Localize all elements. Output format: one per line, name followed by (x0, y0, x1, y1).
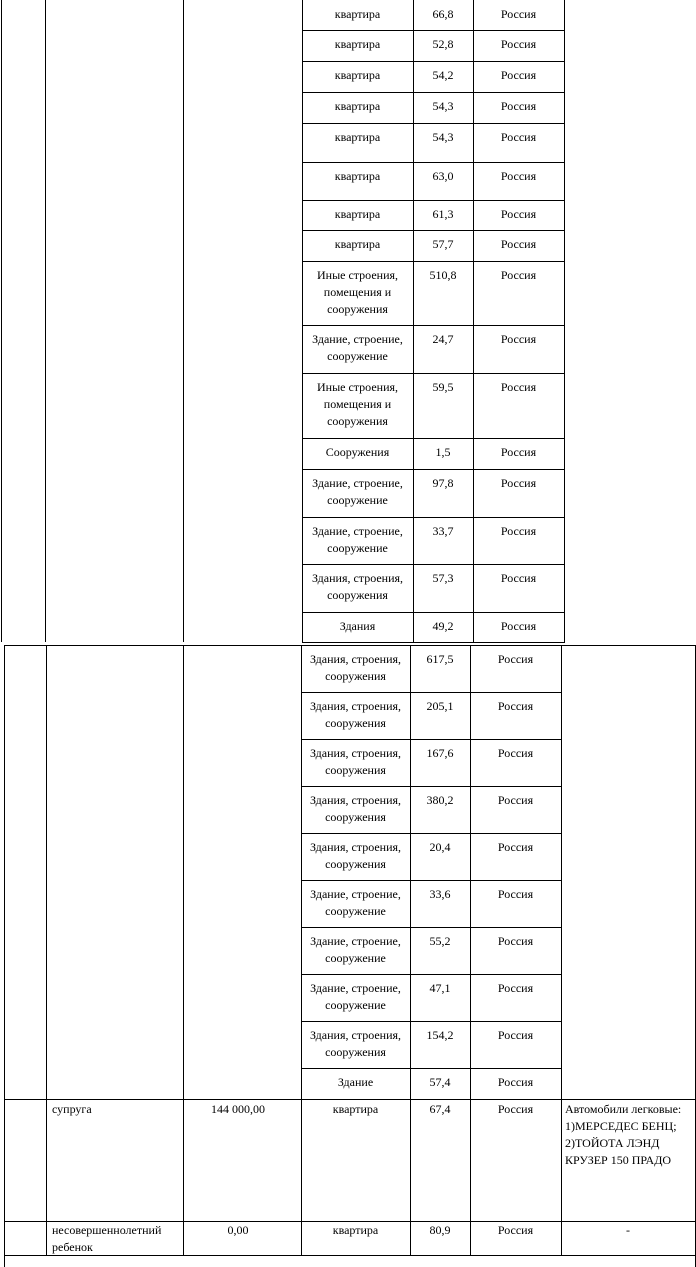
col-line (183, 0, 184, 642)
property-area: 61,3 (432, 207, 454, 221)
property-type: квартира (332, 1102, 379, 1116)
row-line (302, 92, 565, 93)
relative-label: несовершеннолетний ребенок (52, 1223, 162, 1254)
property-area: 54,3 (432, 99, 454, 113)
property-area: 54,3 (432, 130, 454, 144)
property-area: 97,8 (432, 476, 454, 490)
row-line (302, 517, 565, 518)
row-line (4, 1099, 695, 1100)
property-country: Россия (497, 1028, 534, 1042)
property-country: Россия (497, 1223, 534, 1237)
property-area: 47,1 (429, 981, 451, 995)
property-type: Здание, строение, сооружение (312, 524, 403, 555)
property-area: 154,2 (426, 1028, 454, 1042)
property-type: Здание (337, 1075, 374, 1089)
property-type: Здания, строения, сооружения (309, 699, 402, 730)
property-country: Россия (500, 99, 537, 113)
property-country: Россия (497, 887, 534, 901)
property-area: 57,4 (429, 1075, 451, 1089)
row-line (301, 1068, 561, 1069)
property-type: Здание, строение, сооружение (310, 934, 401, 965)
property-country: Россия (497, 699, 534, 713)
property-type: квартира (334, 7, 381, 21)
property-country: Россия (500, 619, 537, 633)
property-type: Здания, строения, сооружения (309, 793, 402, 824)
row-line (301, 880, 561, 881)
property-area: 63,0 (432, 169, 454, 183)
property-type: Сооружения (325, 445, 390, 459)
property-area: 80,9 (429, 1223, 451, 1237)
property-country: Россия (500, 68, 537, 82)
property-type: квартира (334, 207, 381, 221)
row-line (301, 692, 561, 693)
property-area: 167,6 (426, 746, 454, 760)
property-type: Здание, строение, сооружение (312, 476, 403, 507)
property-type: Здания, строения, сооружения (309, 746, 402, 777)
property-country: Россия (500, 130, 537, 144)
property-country: Россия (500, 7, 537, 21)
property-country: Россия (497, 793, 534, 807)
property-type: квартира (334, 68, 381, 82)
property-type: Здание, строение, сооружение (312, 332, 403, 363)
vehicles-list: Автомобили легковые: 1)МЕРСЕДЕС БЕНЦ; 2)ТОЙОТА ЛЭНД КРУЗЕР 150 ПРАДО (565, 1102, 682, 1167)
row-line (302, 564, 565, 565)
col-line (183, 645, 184, 1255)
col-line (46, 645, 47, 1255)
income-value: 144 000,00 (211, 1102, 265, 1116)
row-line (302, 200, 565, 201)
row-line (302, 438, 565, 439)
property-country: Россия (497, 934, 534, 948)
property-type: Здания, строения, сооружения (309, 840, 402, 871)
property-type: Здания, строения, сооружения (311, 571, 404, 602)
row-line (301, 739, 561, 740)
row-line (302, 642, 565, 643)
col-line (564, 0, 565, 642)
property-area: 24,7 (432, 332, 454, 346)
row-line (301, 927, 561, 928)
row-line (302, 373, 565, 374)
col-line (302, 0, 303, 642)
property-country: Россия (500, 237, 537, 251)
property-country: Россия (500, 207, 537, 221)
property-country: Россия (497, 652, 534, 666)
relative-label: супруга (52, 1102, 92, 1116)
property-type: квартира (334, 99, 381, 113)
property-area: 59,5 (432, 380, 454, 394)
row-line (301, 786, 561, 787)
property-area: 57,7 (432, 237, 454, 251)
col-line (1, 0, 2, 642)
property-country: Россия (500, 571, 537, 585)
property-area: 617,5 (426, 652, 454, 666)
property-country: Россия (500, 169, 537, 183)
col-line (4, 645, 5, 1267)
row-line (302, 123, 565, 124)
row-line (302, 469, 565, 470)
property-type: квартира (332, 1223, 379, 1237)
property-country: Россия (500, 476, 537, 490)
col-line (301, 645, 302, 1255)
property-type: Здания, строения, сооружения (309, 652, 402, 683)
property-area: 33,7 (432, 524, 454, 538)
col-line (45, 0, 46, 642)
property-area: 52,8 (432, 37, 454, 51)
property-type: Здание, строение, сооружение (310, 887, 401, 918)
income-value: 0,00 (227, 1223, 249, 1237)
property-country: Россия (497, 1102, 534, 1116)
row-line (302, 612, 565, 613)
row-line (302, 61, 565, 62)
property-country: Россия (497, 981, 534, 995)
property-country: Россия (500, 37, 537, 51)
col-line (561, 645, 562, 1255)
property-type: квартира (334, 237, 381, 251)
property-area: 49,2 (432, 619, 454, 633)
property-type: квартира (334, 37, 381, 51)
row-line (302, 325, 565, 326)
property-area: 510,8 (429, 268, 457, 282)
property-type: Здания, строения, сооружения (309, 1028, 402, 1059)
property-country: Россия (500, 380, 537, 394)
row-line (301, 1021, 561, 1022)
property-area: 33,6 (429, 887, 451, 901)
property-area: 55,2 (429, 934, 451, 948)
vehicles-list: - (626, 1223, 630, 1237)
property-type: Иные строения, помещения и сооружения (316, 380, 399, 428)
row-line (4, 645, 695, 646)
property-type: Здание, строение, сооружение (310, 981, 401, 1012)
row-line (302, 162, 565, 163)
property-country: Россия (500, 332, 537, 346)
property-area: 380,2 (426, 793, 454, 807)
property-type: квартира (334, 130, 381, 144)
property-area: 20,4 (429, 840, 451, 854)
row-line (302, 261, 565, 262)
property-country: Россия (500, 445, 537, 459)
row-line (301, 974, 561, 975)
property-area: 1,5 (435, 445, 451, 459)
property-country: Россия (497, 746, 534, 760)
property-type: квартира (334, 169, 381, 183)
property-area: 66,8 (432, 7, 454, 21)
property-area: 205,1 (426, 699, 454, 713)
property-country: Россия (500, 524, 537, 538)
row-line (301, 833, 561, 834)
property-area: 67,4 (429, 1102, 451, 1116)
property-country: Россия (497, 840, 534, 854)
property-type: Иные строения, помещения и сооружения (316, 268, 399, 316)
property-type: Здания (339, 619, 376, 633)
property-area: 57,3 (432, 571, 454, 585)
property-area: 54,2 (432, 68, 454, 82)
property-country: Россия (500, 268, 537, 282)
row-line (302, 30, 565, 31)
property-country: Россия (497, 1075, 534, 1089)
row-line (302, 230, 565, 231)
